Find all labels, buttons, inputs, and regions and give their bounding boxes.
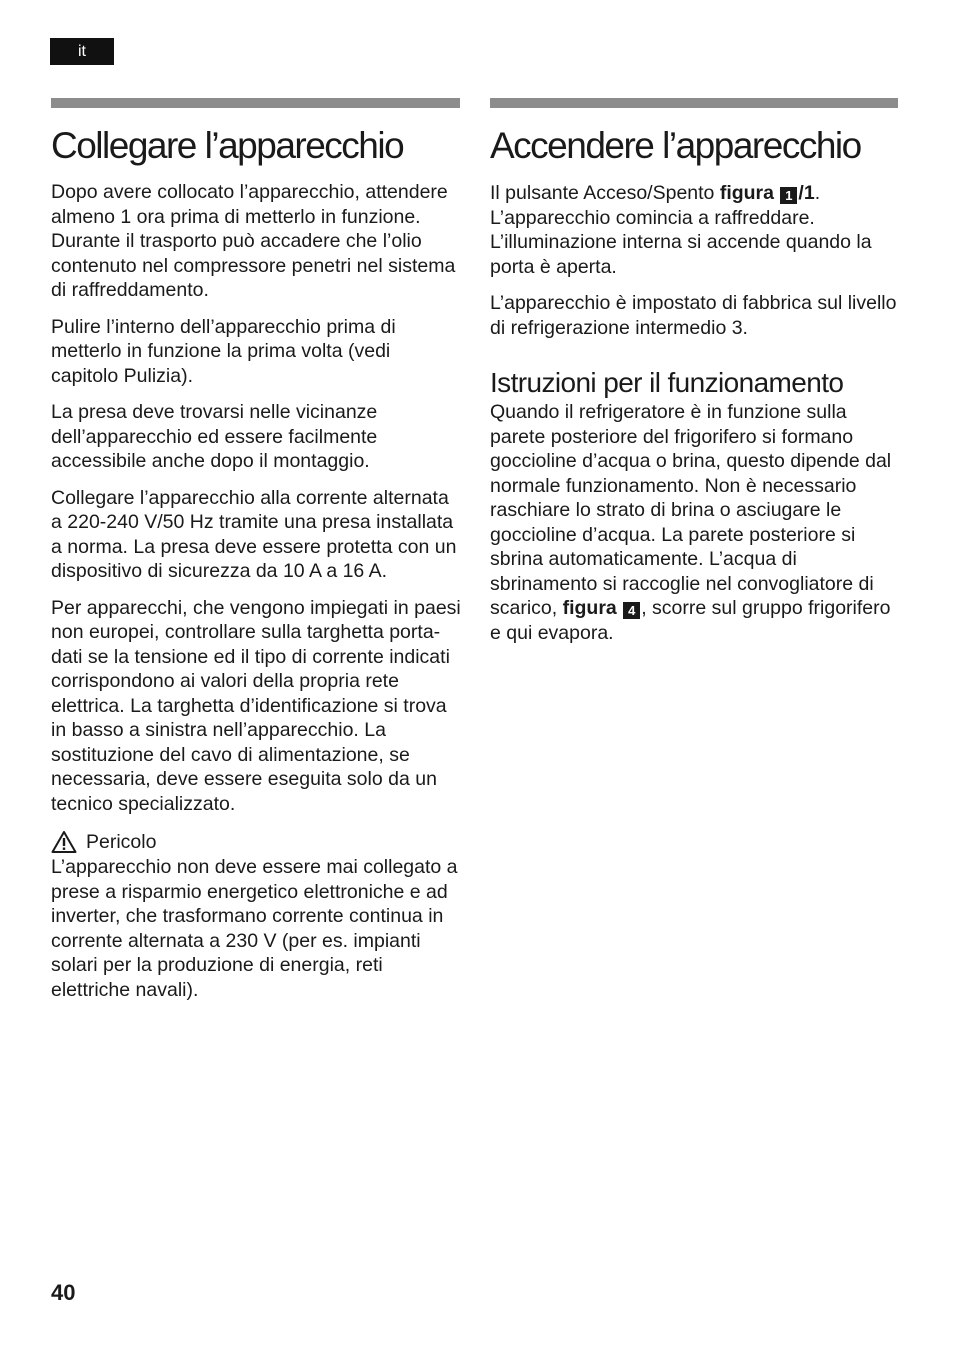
text-run: , scorre sul gruppo frigorifero e qui evapora. [490, 597, 891, 644]
section-title-switch-on: Accendere l’apparecchio [490, 125, 861, 166]
figure-number-badge: 4 [623, 602, 640, 619]
figure-ref-label: figura [562, 597, 617, 619]
page-number: 40 [51, 1280, 76, 1305]
paragraph: Pulire l’interno dell’apparecchio prima di metterlo in funzione la prima volta (vedi capitolo Pulizia). [51, 315, 396, 387]
danger-heading [51, 830, 461, 854]
language-tab: it [50, 38, 114, 65]
paragraph: Per apparecchi, che vengono impiegati in paesi non europei, controllare sulla targhetta porta-dati se la tensione ed il tipo di corrente indicati corrispondono ai valori della propria rete elettrica. La targhetta d’identificazione si trova in basso a sinistra nell’apparecchio. La sostituzione del cavo di alimentazione, se necessaria, deve essere eseguita solo da un tecnico specializzato. [51, 596, 461, 815]
section-rule [490, 98, 898, 108]
text-run: . L’apparecchio comincia a raffreddare. L’illuminazione interna si accende quando la porta è aperta. [490, 182, 872, 278]
figure-ref-label: figura [719, 182, 774, 204]
danger-label: Pericolo [86, 831, 157, 853]
paragraph: Collegare l’apparecchio alla corrente alternata a 220-240 V/50 Hz tramite una presa installata a norma. La presa deve essere protetta con un dispositivo di sicurezza da 10 A a 16 A. [51, 486, 457, 582]
right-column [490, 98, 902, 657]
text-run: Quando il refrigeratore è in funzione sulla parete posteriore del frigorifero si formano goccioline d’acqua o brina, questo dipende dal normale funzionamento. Non è necessario raschiare lo strato di brina o asciugare le goccioline d’acqua. La parete posteriore si sbrina automaticamente. L’acqua di sbrinamento si raccoglie nel convogliatore di scarico, [490, 401, 892, 619]
danger-text: L’apparecchio non deve essere mai collegato a prese a risparmio energetico elettroniche e ad inverter, che trasformano corrente continua in corrente alternata a 230 V (per es. impianti solari per la produzione di energia, reti elettriche navali). [51, 856, 458, 1001]
paragraph: Dopo avere collocato l’apparecchio, attendere almeno 1 ora prima di metterlo in funzione. Durante il trasporto può accadere che l’olio contenuto nel compressore penetri nel sistema di raffreddamento. [51, 181, 456, 301]
subsection-title-operation: Istruzioni per il funzionamento [490, 367, 844, 398]
left-column [51, 98, 461, 1014]
section-title-connect: Collegare l’apparecchio [51, 125, 404, 166]
paragraph [490, 181, 902, 279]
paragraph: L’apparecchio è impostato di fabbrica sul livello di refrigerazione intermedio 3. [490, 292, 897, 339]
figure-number-badge: 1 [780, 187, 797, 204]
paragraph: La presa deve trovarsi nelle vicinanze dell’apparecchio ed essere facilmente accessibile anche dopo il montaggio. [51, 401, 378, 472]
figure-ref-suffix: /1 [798, 182, 815, 204]
section-rule [51, 98, 460, 108]
warning-triangle-icon [51, 830, 77, 854]
paragraph [490, 400, 902, 645]
text-run: Il pulsante Acceso/Spento [490, 182, 720, 204]
